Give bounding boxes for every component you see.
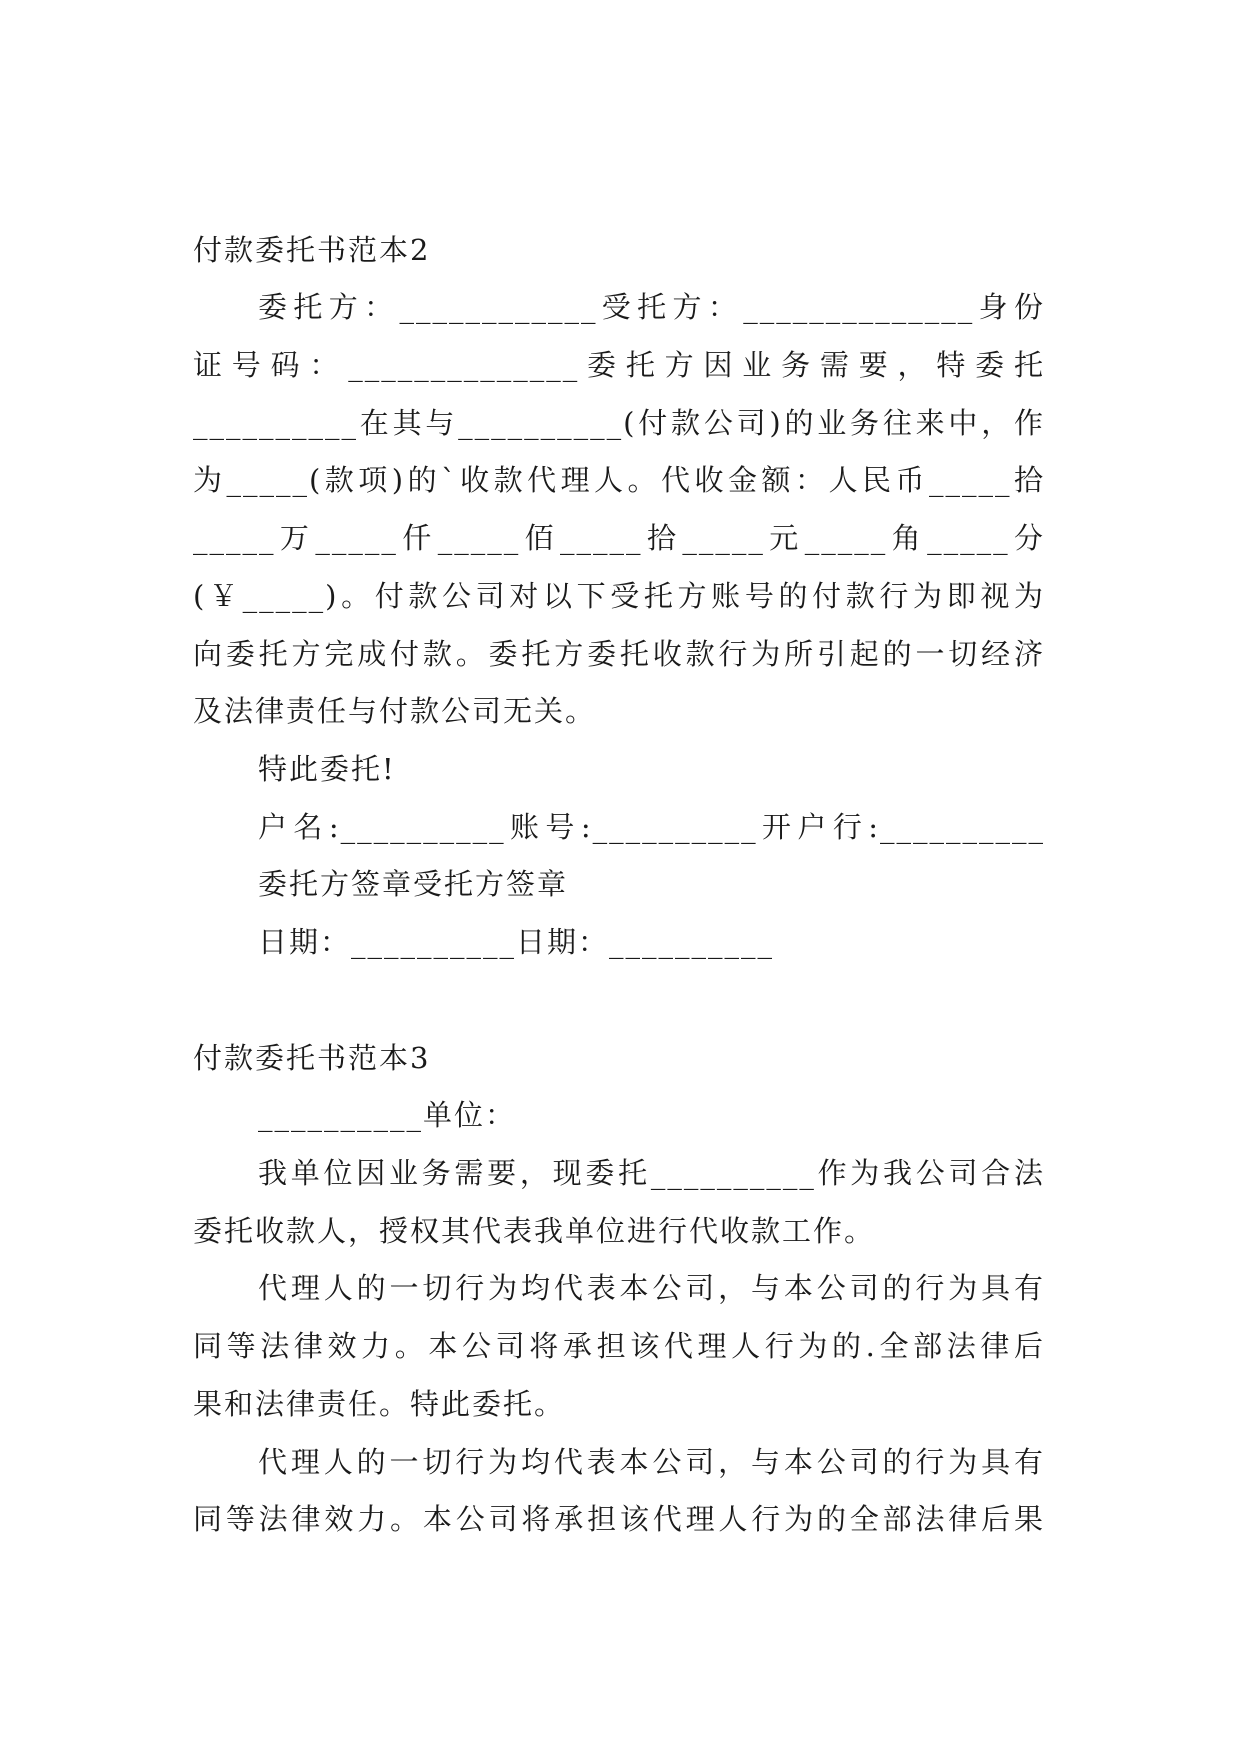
paragraph-line: (￥_____)。付款公司对以下受托方账号的付款行为即视为 [193, 579, 1045, 613]
paragraph-line: 同等法律效力。本公司将承担该代理人行为的.全部法律后 [193, 1329, 1045, 1363]
paragraph-line: 特此委托! [258, 752, 396, 786]
account-line: 户名:__________账号:__________开户行:__________ [258, 810, 1045, 844]
date-line: 日期：__________日期：__________ [258, 925, 775, 959]
paragraph-line: 向委托方完成付款。委托方委托收款行为所引起的一切经济 [193, 637, 1045, 671]
paragraph-line: __________在其与__________(付款公司)的业务往来中，作 [193, 406, 1045, 440]
paragraph-line: 及法律责任与付款公司无关。 [193, 694, 597, 728]
paragraph-line: 委托收款人，授权其代表我单位进行代收款工作。 [193, 1214, 876, 1248]
paragraph-line: 证号码：______________委托方因业务需要，特委托 [193, 348, 1045, 382]
paragraph-line: 果和法律责任。特此委托。 [193, 1387, 566, 1421]
paragraph-line: 为_____(款项)的`收款代理人。代收金额：人民币_____拾 [193, 463, 1045, 497]
paragraph-line: 同等法律效力。本公司将承担该代理人行为的全部法律后果 [193, 1502, 1045, 1536]
paragraph-line: 我单位因业务需要，现委托__________作为我公司合法 [258, 1156, 1045, 1190]
paragraph-line: _____万_____仟_____佰_____拾_____元_____角_____分 [193, 521, 1045, 555]
paragraph-line: __________单位： [258, 1098, 517, 1132]
paragraph-line: 代理人的一切行为均代表本公司，与本公司的行为具有 [258, 1445, 1045, 1479]
paragraph-line: 代理人的一切行为均代表本公司，与本公司的行为具有 [258, 1271, 1045, 1305]
section-title-3: 付款委托书范本3 [193, 1041, 431, 1075]
paragraph-line: 委托方：____________受托方：______________身份 [258, 290, 1045, 324]
section-title-2: 付款委托书范本2 [193, 233, 431, 267]
signature-line: 委托方签章受托方签章 [258, 867, 569, 901]
